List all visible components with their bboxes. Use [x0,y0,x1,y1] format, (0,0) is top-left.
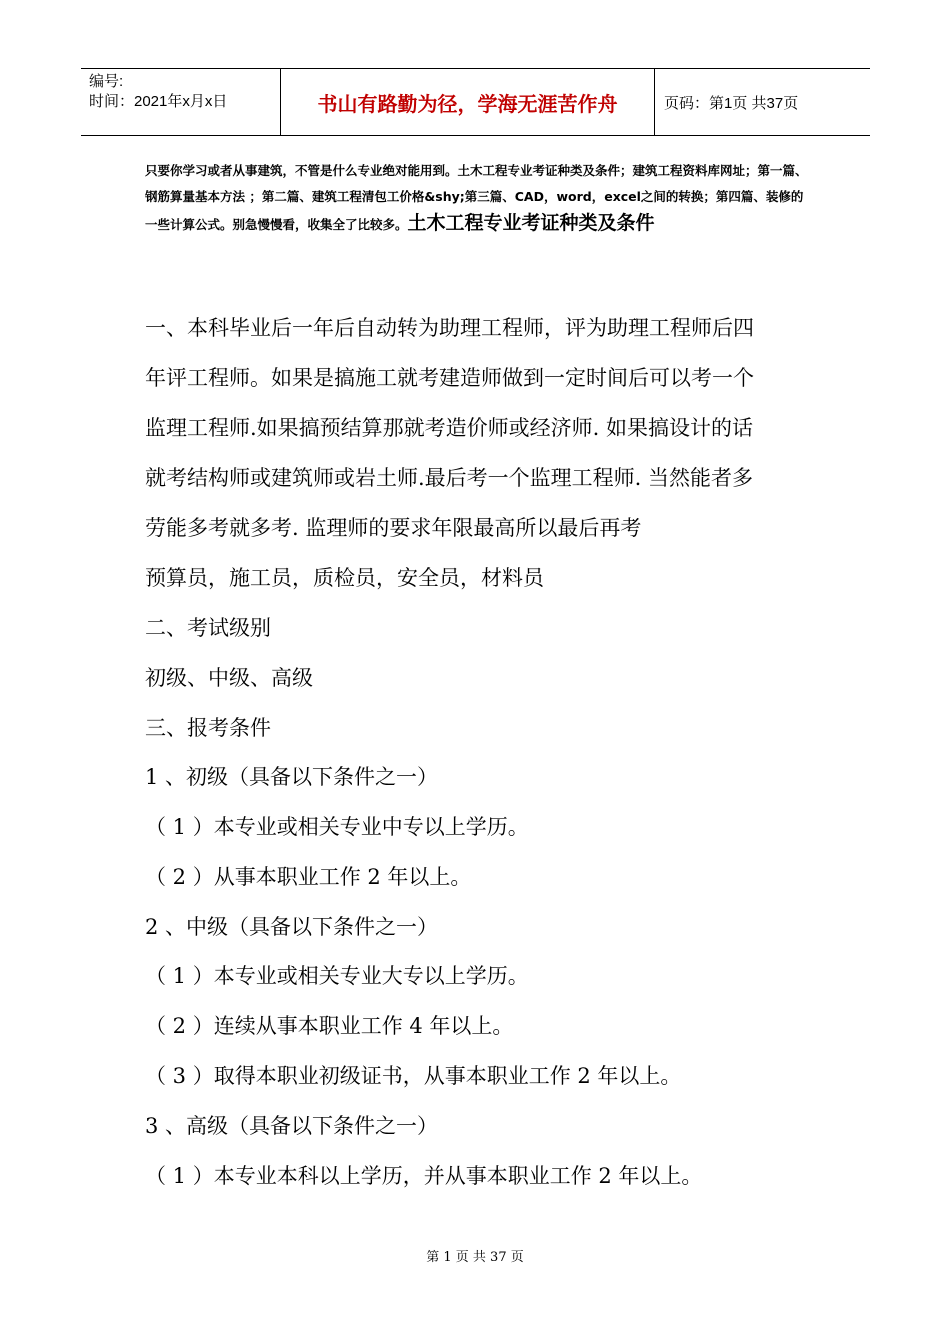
page-footer: 第 1 页 共 37 页 [426,1250,524,1265]
body-line: 年评工程师。如果是搞施工就考建造师做到一定时间后可以考一个 [145,366,754,390]
body-line: 初级、中级、高级 [145,666,313,690]
header-meta-cell [81,69,281,135]
intro-paragraph [145,158,810,238]
condition-item: （ 2 ）从事本职业工作 2 年以上。 [145,865,472,889]
subsection-heading: 3 、高级（具备以下条件之一） [145,1114,439,1138]
subsection-heading: 2 、中级（具备以下条件之一） [145,915,439,939]
body-line: 一、本科毕业后一年后自动转为助理工程师，评为助理工程师后四 [145,316,754,340]
document-title: 土木工程专业考证种类及条件 [407,212,655,234]
number-label: 编号: [89,73,124,90]
body-line: 监理工程师.如果搞预结算那就考造价师或经济师. 如果搞设计的话 [145,416,754,440]
motto-text: 书山有路勤为径，学海无涯苦作舟 [317,91,618,116]
section-heading: 二、考试级别 [145,616,271,640]
condition-item: （ 1 ）本专业或相关专业中专以上学历。 [145,815,529,839]
condition-item: （ 1 ）本专业本科以上学历，并从事本职业工作 2 年以上。 [145,1164,703,1188]
section-heading: 三、报考条件 [145,716,271,740]
condition-item: （ 2 ）连续从事本职业工作 4 年以上。 [145,1014,514,1038]
body-line: 劳能多考就多考. 监理师的要求年限最高所以最后再考 [145,516,642,540]
document-header [81,68,870,136]
page-info-text: 页码：第1页 共37页 [664,94,799,112]
page-info-cell [655,69,870,135]
motto-cell [281,69,655,135]
condition-item: （ 3 ）取得本职业初级证书，从事本职业工作 2 年以上。 [145,1064,682,1088]
body-line: 预算员，施工员，质检员，安全员，材料员 [145,566,544,590]
time-label: 时间：2021年x月x日 [89,93,228,110]
subsection-heading: 1 、初级（具备以下条件之一） [145,765,439,789]
intro-text: 只要你学习或者从事建筑，不管是什么专业绝对能用到。土木工程专业考证种类及条件；建筑工程资料库网址；第一篇、钢筋算量基本方法 ；第二篇、建筑工程清包工价格&shy;第三篇、CAD，word，excel之间的转换；第四篇、装修的一些计算公式。别急慢慢看，收集全了比较多。 [145,163,808,232]
condition-item: （ 1 ）本专业或相关专业大专以上学历。 [145,964,529,988]
body-line: 就考结构师或建筑师或岩土师.最后考一个监理工程师. 当然能者多 [145,466,754,490]
